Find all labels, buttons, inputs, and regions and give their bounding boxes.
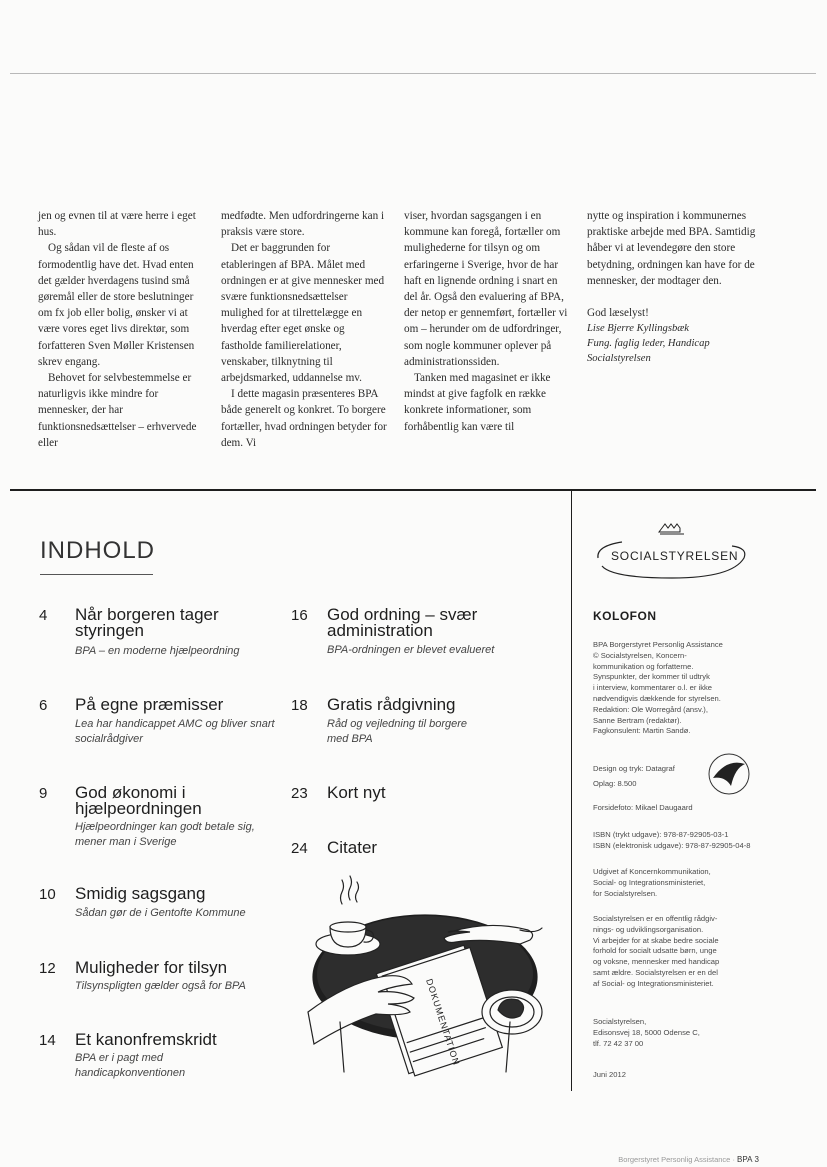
page-footer: Borgerstyret Personlig Assistance · BPA 3 <box>618 1155 759 1164</box>
kolofon-line: nødvendigvis dækkende for styrelsen. <box>593 693 721 703</box>
kolofon-line: Socialstyrelsen, <box>593 1017 647 1026</box>
kolofon-publisher <box>593 867 783 899</box>
paragraph: I dette magasin præsenteres BPA både generelt og konkret. To borgere fortæller, hvad ordningen betyder for dem. Vi <box>221 388 387 449</box>
paragraph: jen og evnen til at være herre i eget hus. <box>38 210 196 239</box>
toc-page-number: 12 <box>39 960 56 977</box>
illustration-label: DOKUMENTATION <box>424 977 462 1067</box>
signature-title: Fung. faglig leder, Handicap <box>587 338 710 350</box>
kolofon-line: Oplag: 8.500 <box>593 778 637 788</box>
toc-subtitle: BPA-ordningen er blevet evalueret <box>327 644 495 656</box>
running-title: Borgerstyret Personlig Assistance <box>618 1155 731 1164</box>
toc-page-number: 18 <box>291 697 308 714</box>
toc-subtitle: BPA er i pagt med handicapkonventionen <box>75 1052 186 1079</box>
toc-title-underline <box>40 574 153 575</box>
logo-text: SOCIALSTYRELSEN <box>611 549 739 563</box>
paragraph: Tanken med magasinet er ikke mindst at give fagfolk en række konkrete informationer, som forhåbentlig kan være til <box>404 372 551 433</box>
kolofon-line: nings- og udviklingsorganisation. <box>593 924 704 934</box>
toc-heading: Gratis rådgivning <box>327 695 456 714</box>
kolofon-line: Sanne Bertram (redaktør). <box>593 715 682 725</box>
toc-page-number: 24 <box>291 840 308 857</box>
toc-title: INDHOLD <box>40 537 156 564</box>
article-column-2 <box>221 208 388 451</box>
kolofon-line: Synspunkter, der kommer til udtryk <box>593 672 710 682</box>
kolofon-line: BPA Borgerstyret Personlig Assistance <box>593 640 723 649</box>
kolofon-line: Edisonsvej 18, 5000 Odense C, <box>593 1027 700 1037</box>
toc-subtitle: Tilsynspligten gælder også for BPA <box>75 980 246 992</box>
section-divider <box>10 489 816 491</box>
kolofon-line: for Socialstyrelsen. <box>593 888 658 898</box>
kolofon-isbn <box>593 830 783 852</box>
paragraph: medfødte. Men udfordringerne kan i praksis være store. <box>221 210 385 239</box>
paragraph: Og sådan vil de fleste af os formodentlig have det. Hvad enten det gælder hverdagens tusind små gøremål eller de store beslutninger om fx job eller bolig, ønsker vi at være vores eget livs direktør, som forfatteren Sven Møller Kristensen skrev engang. <box>38 242 195 368</box>
kolofon-line: kommunikation og forfatterne. <box>593 661 694 671</box>
kolofon-line: Vi arbejder for at skabe bedre sociale <box>593 935 719 945</box>
signature-name: Lise Bjerre Kyllingsbæk <box>587 323 690 335</box>
toc-heading: Et kanonfremskridt <box>75 1030 217 1049</box>
kolofon-line: © Socialstyrelsen, Koncern- <box>593 650 687 660</box>
kolofon-photo <box>593 803 783 814</box>
kolofon-line: Socialstyrelsen er en offentlig rådgiv- <box>593 914 718 923</box>
kolofon-date <box>593 1070 783 1081</box>
article-column-4 <box>587 208 757 366</box>
toc-subtitle: Hjælpeordninger kan godt betale sig, mener man i Sverige <box>75 821 255 848</box>
paragraph: viser, hvordan sagsgangen i en kommune kan foregå, fortæller om mulighederne for tilsyn og om erfaringerne i Sverige, hvor de har haft en lignende ordning i snart en del år. Også den evaluering af BPA, der netop er gennemført, fortæller vi om – herunder om de udfordringer, som nogle kommuner oplever på administrationssiden. <box>404 210 568 368</box>
kolofon-line: af Social- og Integrationsministeriet. <box>593 978 714 988</box>
column-divider <box>571 491 572 1091</box>
toc-heading: Citater <box>327 838 378 857</box>
kolofon-credits <box>593 640 783 737</box>
paragraph: Det er baggrunden for etableringen af BPA. Målet med ordningen er at give mennesker med svære funktionsnedsættelser mulighed for at tilrettelægge en hverdag efter eget ønske og fastholde familierelationer, venskaber, tilknytning til arbejdsmarked, uddannelse mv. <box>221 242 385 385</box>
toc-page-number: 14 <box>39 1032 56 1049</box>
toc-heading: Smidig sagsgang <box>75 884 206 903</box>
signature-org: Socialstyrelsen <box>587 353 651 365</box>
kolofon-about <box>593 914 783 990</box>
nordic-ecolabel-icon <box>707 752 751 796</box>
article-column-1 <box>38 208 206 451</box>
kolofon-title: KOLOFON <box>593 609 657 623</box>
kolofon-line: samt ældre. Socialstyrelsen er en del <box>593 967 718 977</box>
kolofon-line: Social- og Integrationsministeriet, <box>593 877 706 887</box>
kolofon-line: Juni 2012 <box>593 1070 626 1079</box>
kolofon-line: og voksne, mennesker med handicap <box>593 957 720 967</box>
toc-page-number: 23 <box>291 785 308 802</box>
kolofon-line: tlf. 72 42 37 00 <box>593 1038 644 1048</box>
toc-subtitle: BPA – en moderne hjælpeordning <box>75 645 240 657</box>
toc-page-number: 9 <box>39 785 48 802</box>
kolofon-address <box>593 1017 783 1049</box>
kolofon-line: forhold for socialt udsatte børn, unge <box>593 946 717 956</box>
paragraph: nytte og inspiration i kommunernes praktiske arbejde med BPA. Samtidig håber vi at levendegøre den store betydning, ordningen kan have for de mennesker, der modtager den. <box>587 210 756 287</box>
kolofon-line: Design og tryk: Datagraf <box>593 764 675 773</box>
toc-subtitle: Råd og vejledning til borgere med BPA <box>327 718 468 745</box>
toc-page-number: 16 <box>291 607 308 624</box>
toc-heading: Muligheder for tilsyn <box>75 958 228 977</box>
toc-page-number: 4 <box>39 607 48 624</box>
kolofon-line: Udgivet af Koncernkommunikation, <box>593 867 711 876</box>
kolofon-line: Fagkonsulent: Martin Sandø. <box>593 726 691 736</box>
toc-heading: Kort nyt <box>327 783 386 802</box>
paragraph: Behovet for selvbestemmelse er naturligvis ikke mindre for mennesker, der har funktionsnedsættelser – erhvervede eller <box>38 372 197 449</box>
toc-page-number: 6 <box>39 697 48 714</box>
section-label: BPA <box>737 1155 753 1164</box>
top-rule <box>10 73 816 74</box>
kolofon-line: i interview, kommentarer o.l. er ikke <box>593 683 713 693</box>
kolofon-line: ISBN (elektronisk udgave): 978-87-92905-04-8 <box>593 840 751 850</box>
kolofon-line: Redaktion: Ole Worregård (ansv.), <box>593 704 708 714</box>
table-illustration <box>300 862 570 1077</box>
toc-heading: På egne præmisser <box>75 695 224 714</box>
toc-heading: God ordning – svær administration <box>327 605 478 640</box>
kolofon-line: Forsidefoto: Mikael Daugaard <box>593 803 693 812</box>
article-column-3 <box>404 208 571 435</box>
toc-page-number: 10 <box>39 886 56 903</box>
kolofon-print <box>593 764 783 790</box>
toc-heading: Når borgeren tager styringen <box>75 605 219 640</box>
toc-subtitle: Lea har handicappet AMC og bliver snart socialrådgiver <box>75 718 275 745</box>
toc-heading: God økonomi i hjælpeordningen <box>75 783 202 818</box>
greeting: God læselyst! <box>587 307 649 320</box>
toc-subtitle: Sådan gør de i Gentofte Kommune <box>75 907 246 919</box>
kolofon-line: ISBN (trykt udgave): 978-87-92905-03-1 <box>593 830 729 839</box>
page-number: 3 <box>754 1155 759 1164</box>
